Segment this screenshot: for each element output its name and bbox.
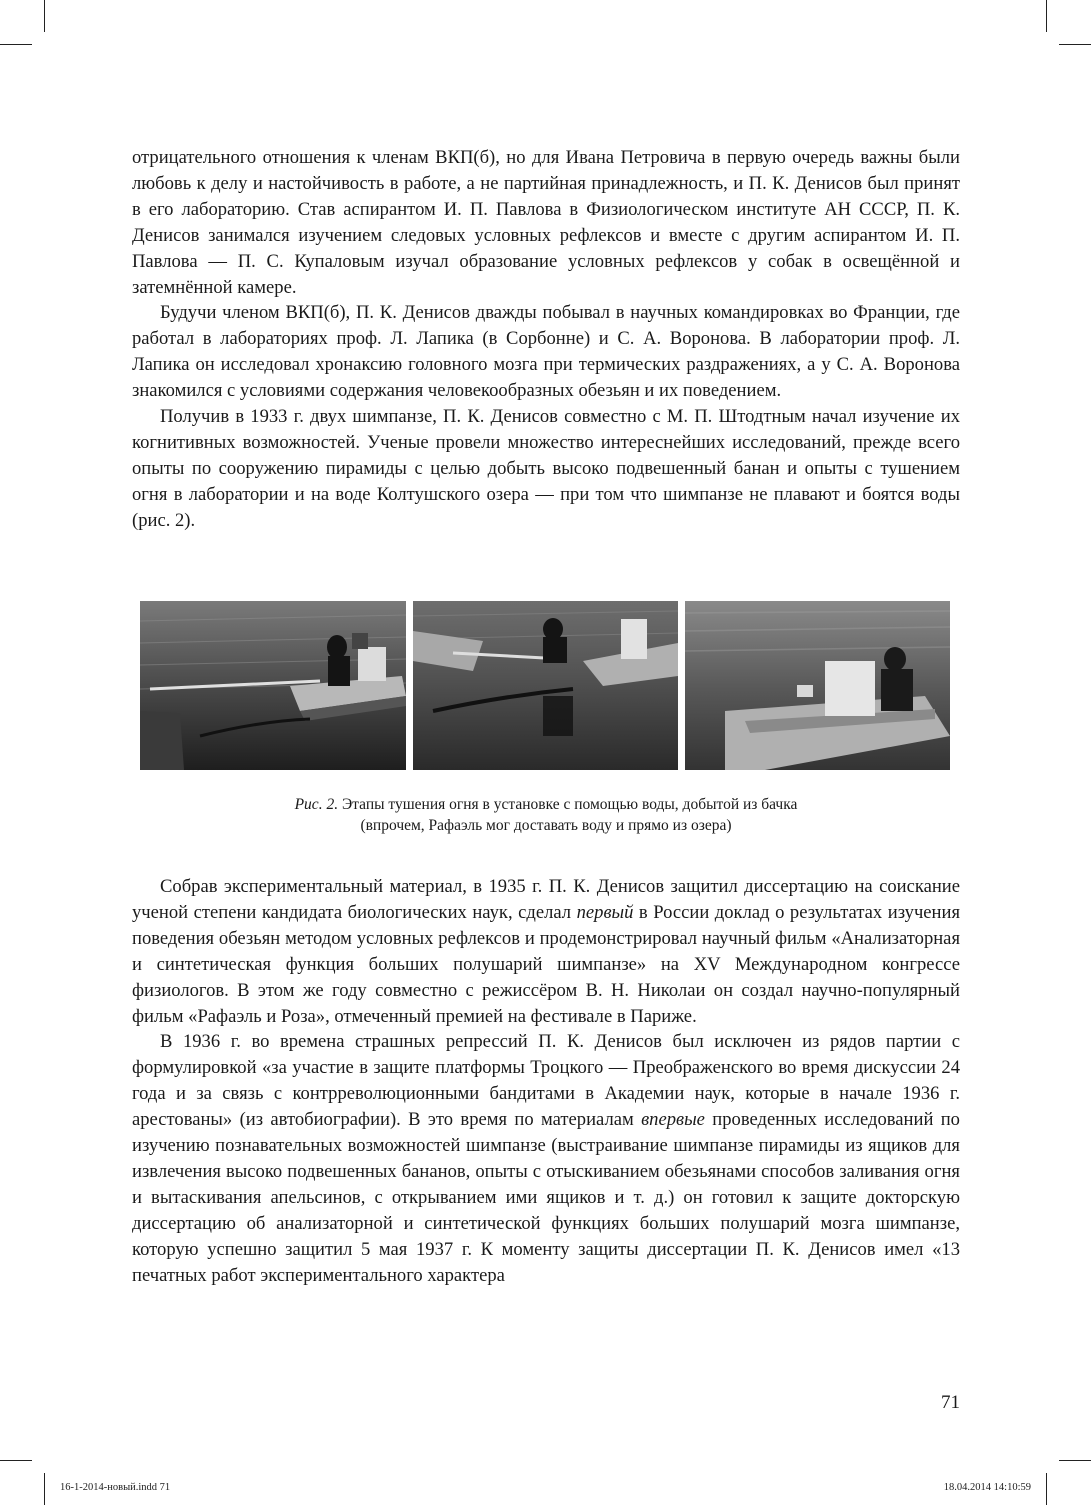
figure-caption bbox=[132, 794, 960, 836]
paragraph: Получив в 1933 г. двух шимпанзе, П. К. Денисов совместно с М. П. Штодтным начал изучение их когнитивных возможностей. Ученые провели множество интереснейших исследований, прежде всего опыты по сооружению пирамиды с целью добыть высоко подвешенный банан и опыты с тушением огня в лаборатории и на воде Колтушского озера — при том что шимпанзе не плавают и боятся воды (рис. 2). bbox=[132, 406, 960, 531]
paragraph bbox=[132, 1029, 960, 1288]
crop-mark bbox=[44, 0, 45, 32]
footer-timestamp: 18.04.2014 14:10:59 bbox=[943, 1482, 1031, 1493]
paragraph: отрицательного отношения к членам ВКП(б), но для Ивана Петровича в первую очередь важны были любовь к делу и настойчивость в работе, а не партийная принадлежность, и П. К. Денисов был принят в его лабораторию. Став аспирантом И. П. Павлова в Физиологическом институте АН СССР, П. К. Денисов занимался изучением следовых условных рефлексов и вместе с другим аспирантом И. П. Павлова — П. С. Купаловым изучал образование условных рефлексов у собак в освещённой и затемнённой камере. bbox=[132, 147, 960, 298]
crop-mark bbox=[1046, 1473, 1047, 1505]
crop-mark bbox=[0, 44, 32, 45]
body-text-bottom bbox=[132, 874, 960, 1289]
caption-text: Этапы тушения огня в установке с помощью воды, добытой из бачка bbox=[341, 796, 798, 813]
paragraph bbox=[132, 874, 960, 1029]
page-number: 71 bbox=[941, 1392, 960, 1413]
emphasis: первый bbox=[576, 901, 634, 923]
crop-mark bbox=[1059, 1460, 1091, 1461]
body-text-top bbox=[132, 145, 960, 534]
caption-line bbox=[132, 794, 960, 815]
text-run: Собрав экспериментальный материал, в 1935 г. П. К. Денисов защитил диссертацию на соискание ученой степени кандидата биологических наук, сделал bbox=[132, 876, 960, 923]
text-run: проведенных исследований по изучению познавательных возможностей шимпанзе (выстраивание шимпанзе пирамиды из ящиков для извлечения высоко подвешенных бананов, опыты с отыскиванием обезьянами способов заливания огня и вытаскивания апельсинов, с открыванием ими ящиков и т. д.) он готовил к защите докторскую диссертацию об анализаторной и синтетической функциях больших полушарий мозга шимпанзе, которую успешно защитил 5 мая 1937 г. К моменту защиты диссертации П. К. Денисов имел «13 печатных работ экспериментального характера bbox=[132, 1109, 960, 1286]
figure-label: Рис. 2. bbox=[294, 796, 339, 813]
crop-mark bbox=[1046, 0, 1047, 32]
footer-file-info: 16-1-2014-новый.indd 71 bbox=[60, 1482, 171, 1493]
crop-mark bbox=[1059, 44, 1091, 45]
figure-photos bbox=[140, 601, 950, 770]
crop-mark bbox=[44, 1473, 45, 1505]
photo-chimp-closeup bbox=[685, 601, 950, 770]
text-run: В 1936 г. во времена страшных репрессий П. К. Денисов был исключен из рядов партии с формулировкой «за участие в защите платформы Троцкого — Преображенского во время дискуссии 24 года и за связь с контрреволюционными бандитами в Академии наук, которые в начале 1936 г. арестованы» (из автобиографии). В это время по материалам bbox=[132, 1031, 960, 1131]
photo-chimp-on-raft-1 bbox=[140, 601, 406, 770]
paragraph: Будучи членом ВКП(б), П. К. Денисов дважды побывал в научных командировках во Франции, где работал в лабораториях проф. Л. Лапика (в Сорбонне) и С. А. Воронова. В лаборатории проф. Л. Лапика он исследовал хронаксию головного мозга при термических раздражениях, а у С. А. Воронова знакомился с условиями содержания человекообразных обезьян и их поведением. bbox=[132, 302, 960, 402]
crop-mark bbox=[0, 1460, 32, 1461]
photo-chimp-on-raft-2 bbox=[413, 601, 678, 770]
caption-line: (впрочем, Рафаэль мог доставать воду и прямо из озера) bbox=[360, 817, 732, 834]
emphasis: впервые bbox=[641, 1109, 705, 1131]
text-run: в России доклад о результатах изучения поведения обезьян методом условных рефлексов и продемонстрировал научный фильм «Анализаторная и синтетическая функция больших полушарий шимпанзе» на XV Международном конгрессе физиологов. В этом же году совместно с режиссёром В. Н. Николаи он создал научно-популярный фильм «Рафаэль и Роза», отмеченный премией на фестивале в Париже. bbox=[132, 901, 961, 1027]
